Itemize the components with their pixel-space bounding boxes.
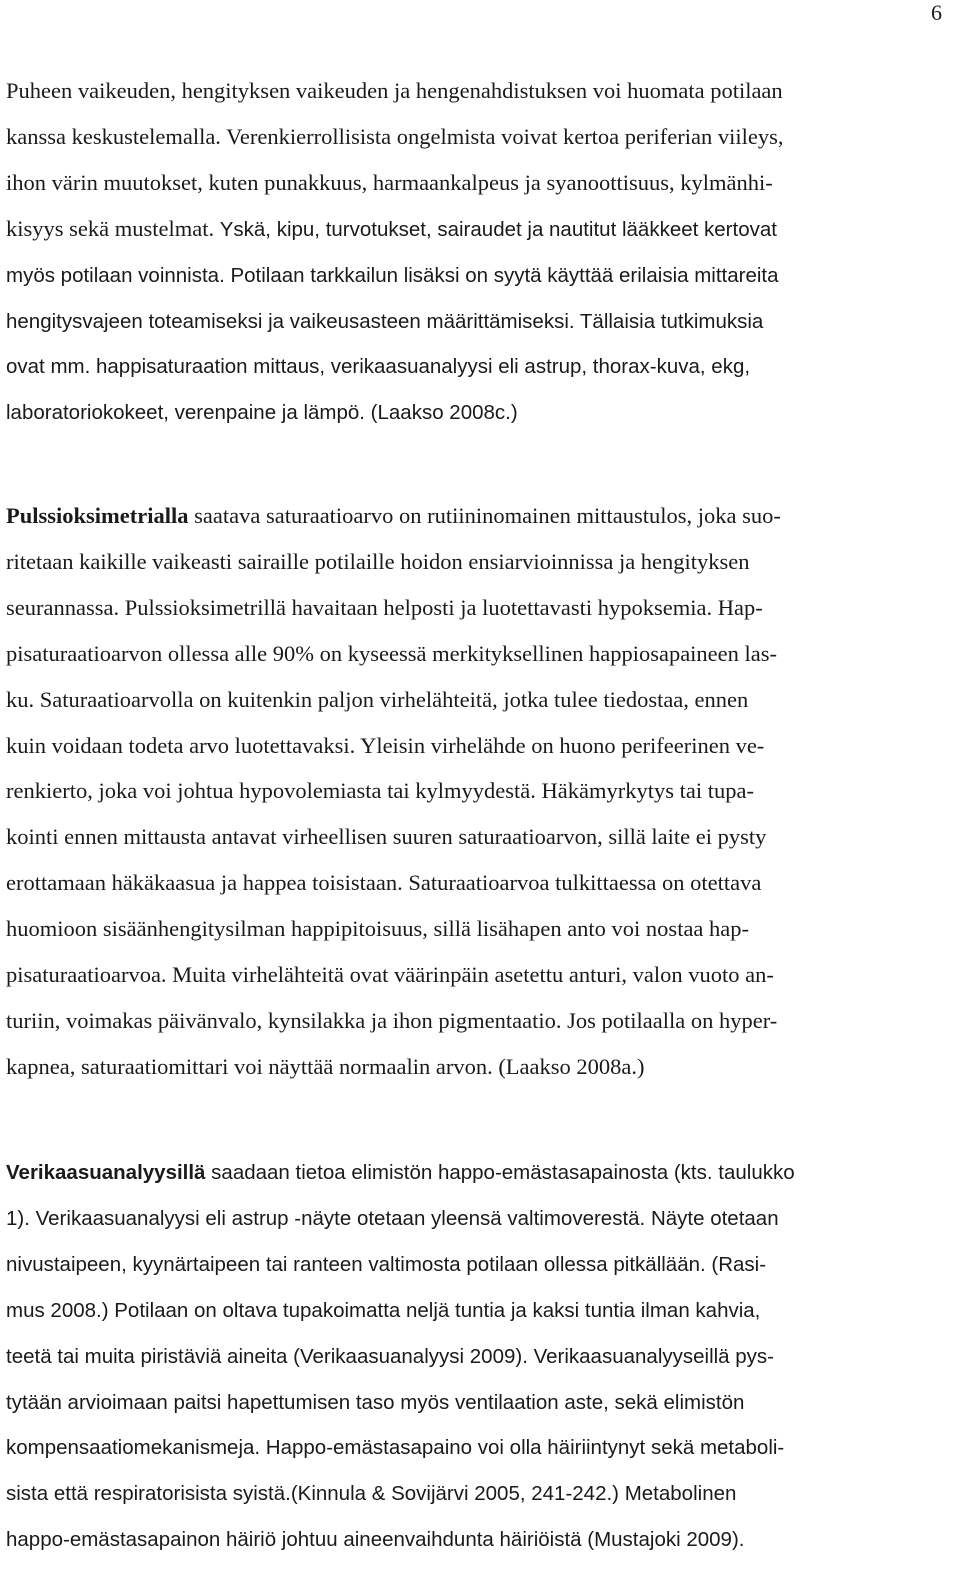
text-segment: ku. Saturaatioarvolla on kuitenkin paljon virhelähteitä, jotka tulee tiedostaa, ennen — [6, 686, 749, 712]
text-segment: kompensaatiomekanismeja. Happo-emästasapaino voi olla häiriintynyt sekä metaboli- — [6, 1436, 785, 1460]
text-segment: 1). Verikaasuanalyysi eli astrup -näyte otetaan yleensä valtimoverestä. Näyte otetaan — [6, 1206, 779, 1230]
text-segment: kapnea, saturaatiomittari voi näyttää normaalin arvon. (Laakso 2008a.) — [6, 1053, 645, 1079]
bold-term: Verikaasuanalyysillä — [6, 1161, 206, 1184]
page-number: 6 — [931, 0, 942, 25]
text-line — [6, 962, 774, 988]
text-segment: teetä tai muita piristäviä aineita (Verikaasuanalyysi 2009). Verikaasuanalyyseillä pys- — [6, 1344, 775, 1368]
text-segment: pisaturaatioarvon ollessa alle 90% on kyseessä merkityksellinen happiosapaineen las- — [6, 640, 778, 666]
text-segment: seurannassa. Pulssioksimetrillä havaitaan helposti ja luotettavasti hypoksemia. Hap- — [6, 594, 763, 620]
text-segment: myös potilaan voinnista. Potilaan tarkkailun lisäksi on syytä käyttää erilaisia mittareita — [6, 263, 779, 287]
text-line — [6, 308, 763, 335]
text-line — [6, 1251, 766, 1278]
text-segment: ritetaan kaikille vaikeasti sairaille potilaille hoidon ensiarvioinnissa ja hengityksen — [6, 548, 750, 574]
text-segment: pisaturaatioarvoa. Muita virhelähteitä ovat väärinpäin asetettu anturi, valon vuoto an- — [6, 962, 774, 987]
text-line — [6, 1054, 645, 1080]
text-line — [6, 549, 750, 575]
text-line — [6, 503, 781, 529]
text-segment: kointi ennen mittausta antavat virheellisen suuren saturaatioarvon, sillä laite ei pysty — [6, 824, 767, 850]
text-line — [6, 687, 748, 713]
text-line — [6, 1343, 774, 1370]
text-segment: laboratoriokokeet, verenpaine ja lämpö. (Laakso 2008c.) — [6, 401, 518, 425]
text-line — [6, 1008, 777, 1034]
text-segment: Puheen vaikeuden, hengityksen vaikeuden ja hengenahdistuksen voi huomata potilaan — [6, 78, 783, 103]
text-line — [6, 399, 518, 426]
text-segment: renkierto, joka voi johtua hypovolemiasta tai kylmyydestä. Häkämyrkytys tai tupa- — [6, 778, 754, 804]
text-line — [6, 870, 761, 896]
text-line — [6, 124, 783, 150]
text-line — [6, 824, 766, 850]
text-line — [6, 170, 773, 196]
text-line — [6, 1159, 795, 1186]
text-segment: Yskä, kipu, turvotukset, sairaudet ja nautitut lääkkeet kertovat — [219, 217, 777, 241]
text-line — [6, 1480, 736, 1507]
text-segment: kuin voidaan todeta arvo luotettavaksi. Yleisin virhelähde on huono perifeerinen ve- — [6, 732, 765, 758]
text-segment: kanssa keskustelemalla. Verenkierrollisista ongelmista voivat kertoa periferian viileys, — [6, 123, 784, 149]
text-line — [6, 1297, 760, 1324]
text-line — [6, 1389, 744, 1416]
text-line — [6, 641, 777, 667]
text-segment: happo-emästasapainon häiriö johtuu aineenvaihdunta häiriöistä (Mustajoki 2009). — [6, 1528, 745, 1552]
text-line — [6, 1526, 744, 1553]
text-segment: ovat mm. happisaturaation mittaus, verikaasuanalyysi eli astrup, thorax-kuva, ekg, — [6, 355, 751, 379]
text-line — [6, 262, 779, 289]
text-line — [6, 78, 783, 104]
text-segment: tytään arvioimaan paitsi hapettumisen taso myös ventilaation aste, sekä elimistön — [6, 1390, 745, 1414]
text-segment: erottamaan häkäkaasua ja happea toisistaan. Saturaatioarvoa tulkittaessa on otettava — [6, 870, 762, 896]
text-segment: nivustaipeen, kyynärtaipeen tai ranteen valtimosta potilaan ollessa pitkällään. (Rasi- — [6, 1252, 767, 1276]
text-segment: ihon värin muutokset, kuten punakkuus, harmaankalpeus ja syanoottisuus, kylmänhi- — [6, 169, 773, 195]
text-segment: hengitysvajeen toteamiseksi ja vaikeusasteen määrittämiseksi. Tällaisia tutkimuksia — [6, 309, 764, 333]
bold-term: Pulssioksimetrialla — [6, 503, 189, 528]
text-line — [6, 733, 764, 759]
text-line — [6, 216, 777, 243]
text-segment: huomioon sisäänhengitysilman happipitoisuus, sillä lisähapen anto voi nostaa hap- — [6, 916, 750, 942]
text-line — [6, 1205, 779, 1232]
text-line — [6, 595, 763, 621]
text-line — [6, 916, 749, 942]
text-segment: saadaan tietoa elimistön happo-emästasapainosta (kts. taulukko — [205, 1161, 795, 1184]
text-line — [6, 778, 754, 804]
text-segment: turiin, voimakas päivänvalo, kynsilakka ja ihon pigmentaatio. Jos potilaalla on hyper- — [6, 1007, 778, 1033]
text-segment: mus 2008.) Potilaan on oltava tupakoimatta neljä tuntia ja kaksi tuntia ilman kahvia, — [6, 1298, 761, 1322]
text-segment: sista että respiratorisista syistä.(Kinnula & Sovijärvi 2005, 241-242.) Metabolinen — [6, 1482, 737, 1506]
text-segment: kisyys sekä mustelmat. — [6, 215, 220, 241]
text-segment: saatava saturaatioarvo on rutiininomainen mittaustulos, joka suo- — [188, 503, 781, 528]
text-line — [6, 353, 750, 380]
text-line — [6, 1434, 784, 1461]
